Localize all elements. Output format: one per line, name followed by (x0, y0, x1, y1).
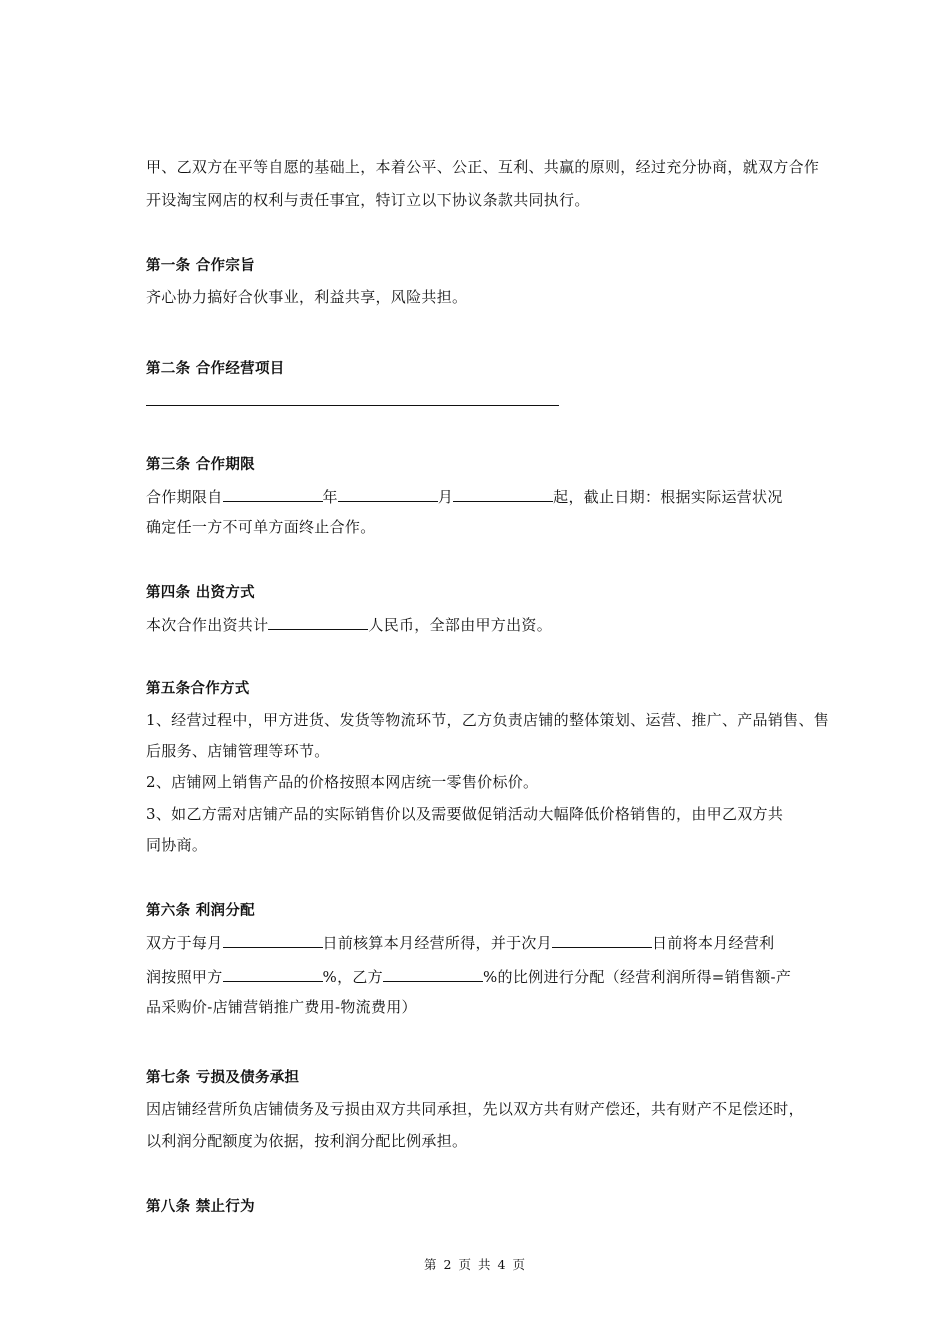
footer-total-label: 共 (478, 1257, 492, 1272)
footer-page-current: 2 (443, 1257, 453, 1272)
profit-text-3: 日前将本月经营利 (652, 934, 775, 952)
article-6-line-1 (146, 932, 810, 953)
article-4-title: 第四条 出资方式 (146, 585, 255, 601)
investment-text: 本次合作出资共计 (146, 616, 269, 634)
article-7-line-1: 因店铺经营所负店铺债务及亏损由双方共同承担，先以双方共有财产偿还，共有财产不足偿还时， (146, 1100, 804, 1118)
article-5-item-1-line-1: 1、经营过程中，甲方进货、发货等物流环节，乙方负责店铺的整体策划、运营、推广、产品销售、售 (146, 711, 830, 729)
settlement-day-blank (223, 932, 323, 948)
article-5-item-3-line-1: 3、如乙方需对店铺产品的实际销售价以及需要做促销活动大幅降低价格销售的，由甲乙双方共 (146, 805, 784, 823)
year-text: 年 (322, 488, 338, 506)
intro-line-2: 开设淘宝网店的权利与责任事宜，特订立以下协议条款共同执行。 (146, 191, 590, 209)
article-1-body: 齐心协力搞好合伙事业，利益共享，风险共担。 (146, 288, 468, 306)
distribution-day-blank (552, 932, 652, 948)
profit-text-2: 日前核算本月经营所得，并于次月 (322, 934, 553, 952)
article-3-title: 第三条 合作期限 (146, 457, 255, 473)
party-b-percent-blank (383, 966, 483, 982)
profit-text-6: %的比例进行分配（经营利润所得=销售额-产 (482, 968, 792, 986)
month-text: 月 (437, 488, 454, 506)
article-5-title: 第五条合作方式 (146, 681, 250, 697)
footer-page-label: 第 (424, 1257, 438, 1272)
investment-suffix: 人民币，全部由甲方出资。 (368, 616, 553, 634)
article-6-line-3: 品采购价-店铺营销推广费用-物流费用） (146, 998, 417, 1016)
article-2-title: 第二条 合作经营项目 (146, 361, 285, 377)
article-3-line-2: 确定任一方不可单方面终止合作。 (146, 518, 376, 536)
investment-amount-blank (268, 614, 368, 630)
article-5-item-3-line-2: 同协商。 (146, 836, 208, 854)
article-5-item-2: 2、店铺网上销售产品的价格按照本网店统一零售价标价。 (146, 773, 539, 791)
term-day-blank (453, 486, 553, 502)
profit-text-4: 润按照甲方 (146, 968, 223, 986)
project-blank-line (146, 405, 559, 406)
article-7-title: 第七条 亏损及债务承担 (146, 1070, 300, 1086)
article-3-line-1 (146, 486, 810, 507)
article-1-title: 第一条 合作宗旨 (146, 258, 255, 274)
article-6-line-2 (146, 966, 810, 987)
footer-page-unit: 页 (458, 1257, 472, 1272)
term-end-text: 起，截止日期：根据实际运营状况 (553, 488, 783, 506)
term-year-blank (223, 486, 323, 502)
article-5-item-1-line-2: 后服务、店铺管理等环节。 (146, 742, 330, 760)
page-number-footer (0, 1255, 950, 1273)
profit-text-5: %，乙方 (322, 968, 383, 986)
article-4-body (146, 614, 810, 635)
party-a-percent-blank (223, 966, 323, 982)
footer-total-unit: 页 (512, 1257, 526, 1272)
article-7-line-2: 以利润分配额度为依据，按利润分配比例承担。 (146, 1132, 468, 1150)
term-month-blank (338, 486, 438, 502)
term-start-text: 合作期限自 (146, 488, 223, 506)
article-6-title: 第六条 利润分配 (146, 903, 255, 919)
footer-page-total: 4 (497, 1257, 507, 1272)
article-8-title: 第八条 禁止行为 (146, 1199, 255, 1215)
profit-text-1: 双方于每月 (146, 934, 223, 952)
intro-line-1: 甲、乙双方在平等自愿的基础上，本着公平、公正、互利、共赢的原则，经过充分协商，就双方合作 (146, 158, 820, 176)
